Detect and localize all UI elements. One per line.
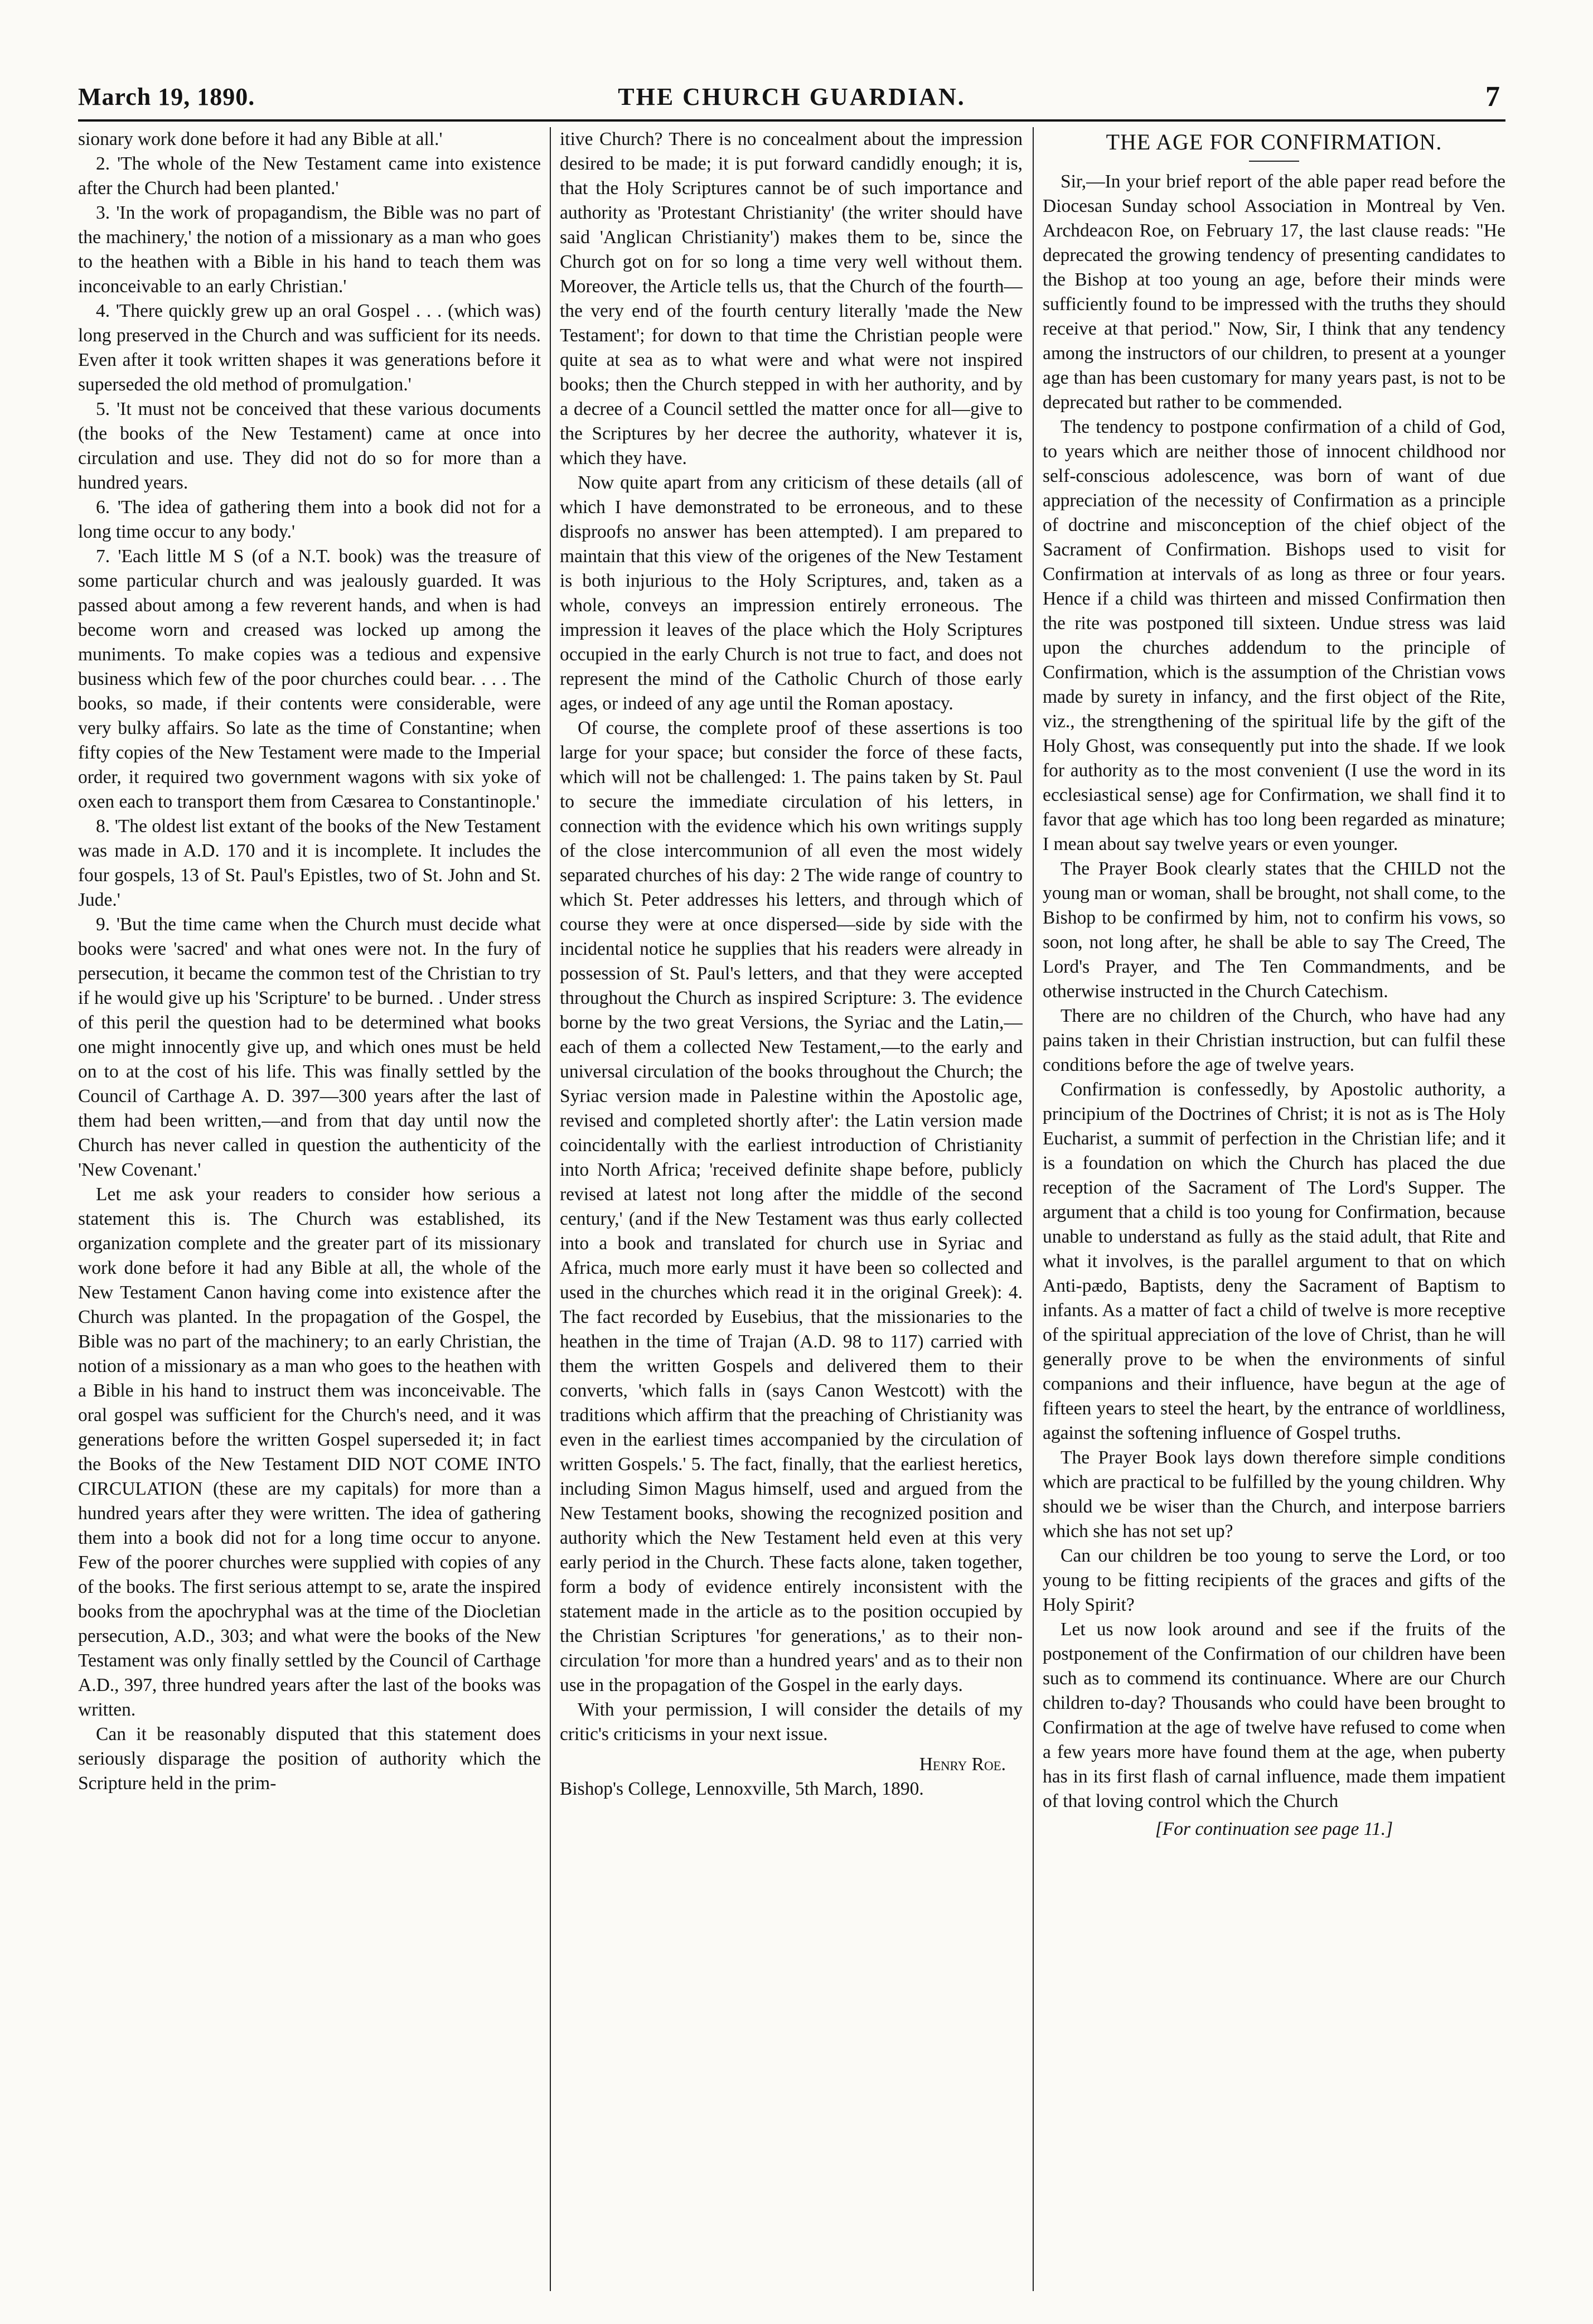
signature-place-date: Bishop's College, Lennoxville, 5th March, 1890. (560, 1779, 924, 1799)
column-divider-2 (1033, 127, 1034, 2291)
article-heading: THE AGE FOR CONFIRMATION. (1106, 129, 1442, 154)
signature: Henry Roe. (919, 1754, 1006, 1775)
heading-rule (1249, 161, 1299, 162)
col3-paragraph: The tendency to postpone confirmation of a child of God, to years which are neither those of innocent childhood nor self-conscious adolescence, was born of want of due appreciation of the necessity of Confirmation as a principle of doctrine and misconception of the chief object of the Sacrament of Confirmation. Bishops used to visit for Confirmation at intervals of as long as three or four years. Hence if a child was thirteen and missed Confirmation then the rite was postponed till sixteen. Undue stress was laid upon the churches addendum to the principle of Confirmation, which is the assumption of the Christian vows made by surety in infancy, and the first object of the Rite, viz., the strengthening of the spiritual life by the gift of the Holy Ghost, was consequently put into the shade. If we look for authority as to the most convenient (I use the word in its ecclesiastical sense) age for Confirmation, we shall find it to favor that age which has too long been regarded as minature; I mean about say twelve years or even younger. (1043, 417, 1505, 854)
masthead (78, 78, 1505, 117)
newspaper-title: THE CHURCH GUARDIAN. (618, 83, 966, 110)
col1-paragraph: 6. 'The idea of gathering them into a book did not for a long time occur to any body.' (78, 497, 541, 542)
col1-paragraph: 7. 'Each little M S (of a N.T. book) was the treasure of some particular church and was jealously guarded. It was passed about among a few reverent hands, and when is had become worn and creased was locked up among the muniments. To make copies was a tedious and expensive business which few of the poor churches could bear. . . . The books, so made, if their contents were considerable, were very bulky affairs. So late as the time of Constantine; when fifty copies of the New Testament were made to the Imperial order, it required two government wagons with six yoke of oxen each to transport them from Cæsarea to Constantinople.' (78, 546, 541, 812)
col3-paragraph: Can our children be too young to serve the Lord, or too young to be fitting recipients of the graces and gifts of the Holy Spirit? (1043, 1545, 1505, 1615)
column-3 (1043, 127, 1505, 2302)
col1-paragraph: 5. 'It must not be conceived that these various documents (the books of the New Testament) came at once into circulation and use. They did not do so for more than a hundred years. (78, 399, 541, 493)
col1-paragraph: 4. 'There quickly grew up an oral Gospel . . . (which was) long preserved in the Church and was sufficient for its needs. Even after it took written shapes it was generations before it superseded the old method of promulgation.' (78, 301, 541, 395)
col3-paragraph: The Prayer Book lays down therefore simple conditions which are practical to be fulfilled by the young children. Why should we be wiser than the Church, and interpose barriers which she has not set up? (1043, 1447, 1505, 1542)
col1-paragraph: 3. 'In the work of propagandism, the Bible was no part of the machinery,' the notion of a missionary as a man who goes to the heathen with a Bible in his hand to teach them was inconceivable to an early Christian.' (78, 202, 541, 297)
col1-paragraph: Let me ask your readers to consider how serious a statement this is. The Church was established, its organization complete and the greater part of its missionary work done before it had any Bible at all, the whole of the New Testament Canon having come into existence after the Church was planted. In the propagation of the Gospel, the Bible was no part of the machinery; to an early Christian, the notion of a missionary as a man who goes to the heathen with a Bible in his hand to instruct them was inconceivable. The oral gospel was sufficient for the Church's need, and it was generations before the written Gospel superseded it; in fact the Books of the New Testament DID NOT COME INTO CIRCULATION (these are my capitals) for more than a hundred years after they were written. The idea of gathering them into a book did not for a long time occur to anyone. Few of the poorer churches were supplied with copies of any of the books. The first serious attempt to se, arate the inspired books from the apochryphal was at the time of the Diocletian persecution, A.D., 303; and what were the books of the New Testament was only finally settled by the Council of Carthage A.D., 397, three hundred years after the last of the books was written. (78, 1184, 541, 1720)
col3-paragraph: There are no children of the Church, who have had any pains taken in their Christian instruction, but can fulfil these conditions before the age of twelve years. (1043, 1006, 1505, 1075)
masthead-rule (78, 119, 1505, 122)
col3-paragraph: Let us now look around and see if the fruits of the postponement of the Confirmation of our children have been such as to commend its continuance. Where are our Church children to-day? Thousands who could have been brought to Confirmation at the age of twelve have refused to come when a few years more have found them at the age, when puberty has in its first flash of carnal influence, made them impatient of that loving control which the Church (1043, 1619, 1505, 1811)
column-1 (78, 127, 541, 2302)
column-divider-1 (550, 127, 551, 2291)
issue-date: March 19, 1890. (78, 83, 255, 110)
page-number: 7 (1485, 81, 1500, 113)
col3-paragraph: The Prayer Book clearly states that the CHILD not the young man or woman, shall be brought, not shall come, to the Bishop to be confirmed by him, not to confirm his vows, so soon, not long after, he shall be able to say The Creed, The Lord's Prayer, and The Ten Commandments, and be otherwise instructed in the Church Catechism. (1043, 858, 1505, 1002)
col1-paragraph: Can it be reasonably disputed that this statement does seriously disparage the position of authority which the Scripture held in the prim- (78, 1724, 541, 1794)
col2-paragraph: Now quite apart from any criticism of these details (all of which I have demonstrated to be erroneous, and to these disproofs no answer has been attempted). I am prepared to maintain that this view of the origenes of the New Testament is both injurious to the Holy Scriptures, and, taken as a whole, conveys an impression entirely erroneous. The impression it leaves of the place which the Holy Scriptures occupied in the early Church is not true to fact, and does not represent the mind of the Catholic Church of those early ages, or indeed of any age until the Roman apostacy. (560, 472, 1023, 714)
continuation-note: [For continuation see page 11.] (1155, 1819, 1393, 1839)
col1-paragraph: 2. 'The whole of the New Testament came into existence after the Church had been planted.' (78, 153, 541, 199)
col1-paragraph: 9. 'But the time came when the Church must decide what books were 'sacred' and what ones were not. In the fury of persecution, it became the common test of the Christian to try if he would give up his 'Scripture' to be burned. . Under stress of this peril the question had to be determined what books one might innocently give up, and which ones must be held on to at the cost of his life. This was finally settled by the Council of Carthage A. D. 397—300 years after the last of them had been written,—and from that day until now the Church has never called in question the authenticity of the 'New Covenant.' (78, 914, 541, 1180)
col3-paragraph: Confirmation is confessedly, by Apostolic authority, a principium of the Doctrines of Christ; it is not as is The Holy Eucharist, a summit of perfection in the Christian life; and it is a foundation on which the Church has placed the due reception of the Sacrament of The Lord's Supper. The argument that a child is too young for Confirmation, because unable to understand as fully as the staid adult, that Rite and what it involves, is the parallel argument to that on which Anti-pædo, Baptists, deny the Sacrament of Baptism to infants. As a matter of fact a child of twelve is more receptive of the spiritual appreciation of the love of Christ, than he will generally prove to be when the environments of sinful companions and their influence, have begun at the age of fifteen years to steel the heart, by the entrance of worldliness, against the softening influence of Gospel truths. (1043, 1079, 1505, 1443)
col3-paragraph: Sir,—In your brief report of the able paper read before the Diocesan Sunday school Association in Montreal by Ven. Archdeacon Roe, on February 17, the last clause reads: "He deprecated the growing tendency of presenting candidates to the Bishop at too young an age, before their minds were sufficiently found to be impressed with the truths they should receive at that period." Now, Sir, I think that any tendency among the instructors of our children, to present at a younger age than has been customary for many years past, is not to be deprecated but rather to be commended. (1043, 171, 1505, 413)
col2-paragraph: With your permission, I will consider the details of my critic's criticisms in your next issue. (560, 1699, 1023, 1745)
col1-paragraph: 8. 'The oldest list extant of the books of the New Testament was made in A.D. 170 and it is incomplete. It includes the four gospels, 13 of St. Paul's Epistles, two of St. John and St. Jude.' (78, 816, 541, 910)
col2-paragraph: Of course, the complete proof of these assertions is too large for your space; but consider the force of these facts, which will not be challenged: 1. The pains taken by St. Paul to secure the immediate circulation of his letters, in connection with the evidence which his own writings supply of the close intercommunion of all even the most widely separated churches of his day: 2 The wide range of country to which St. Peter addresses his letters, and through which of course they were at once dispersed—side by side with the incidental notice he supplies that his readers were already in possession of St. Paul's letters, and that they were accepted throughout the Church as inspired Scripture: 3. The evidence borne by the two great Versions, the Syriac and the Latin,—each of them a collected New Testament,—to the early and universal circulation of the books throughout the Church; the Syriac version made in Palestine within the Apostolic age, revised and completed shortly after': the Latin version made coincidentally with the earliest introduction of Christianity into North Africa; 'received definite shape before, publicly revised at latest not long after the middle of the second century,' (and if the New Testament was thus early collected into a book and translated for church use in Syriac and Africa, much more early must it have been so collected and used in the churches which read it in the original Greek): 4. The fact recorded by Eusebius, that the missionaries to the heathen in the time of Trajan (A.D. 98 to 117) carried with them the written Gospels and delivered them to their converts, 'which falls in (says Canon Westcott) with the traditions which affirm that the preaching of Christianity was even in the earliest times accompanied by the circulation of written Gospels.' 5. The fact, finally, that the earliest heretics, including Simon Magus himself, used and argued from the New Testament books, showing the recognized position and authority which the New Testament held even at this very early period in the Church. These facts alone, taken together, form a body of evidence entirely inconsistent with the statement made in the article as to the position occupied by the Christian Scriptures 'for generations,' as to their non-circulation 'for more than a hundred years' and as to their non use in the propagation of the Gospel in the early days. (560, 718, 1023, 1695)
column-2 (560, 127, 1023, 2302)
col2-paragraph: itive Church? There is no concealment about the impression desired to be made; it is put forward candidly enough; it is, that the Holy Scriptures cannot be of such importance and authority as 'Protestant Christianity' (the writer should have said 'Anglican Christianity') makes them to be, since the Church got on for so long a time very well without them. Moreover, the Article tells us, that the Church of the fourth—the very end of the fourth century literally 'made the New Testament'; for down to that time the Christian people were quite at sea as to what were and what were not inspired books; then the Church stepped in with her authority, and by a decree of a Council settled the matter once for all—give to the Scriptures by her decree the authority, whatever it is, which they have. (560, 129, 1023, 468)
col1-paragraph: sionary work done before it had any Bible at all.' (78, 129, 443, 149)
